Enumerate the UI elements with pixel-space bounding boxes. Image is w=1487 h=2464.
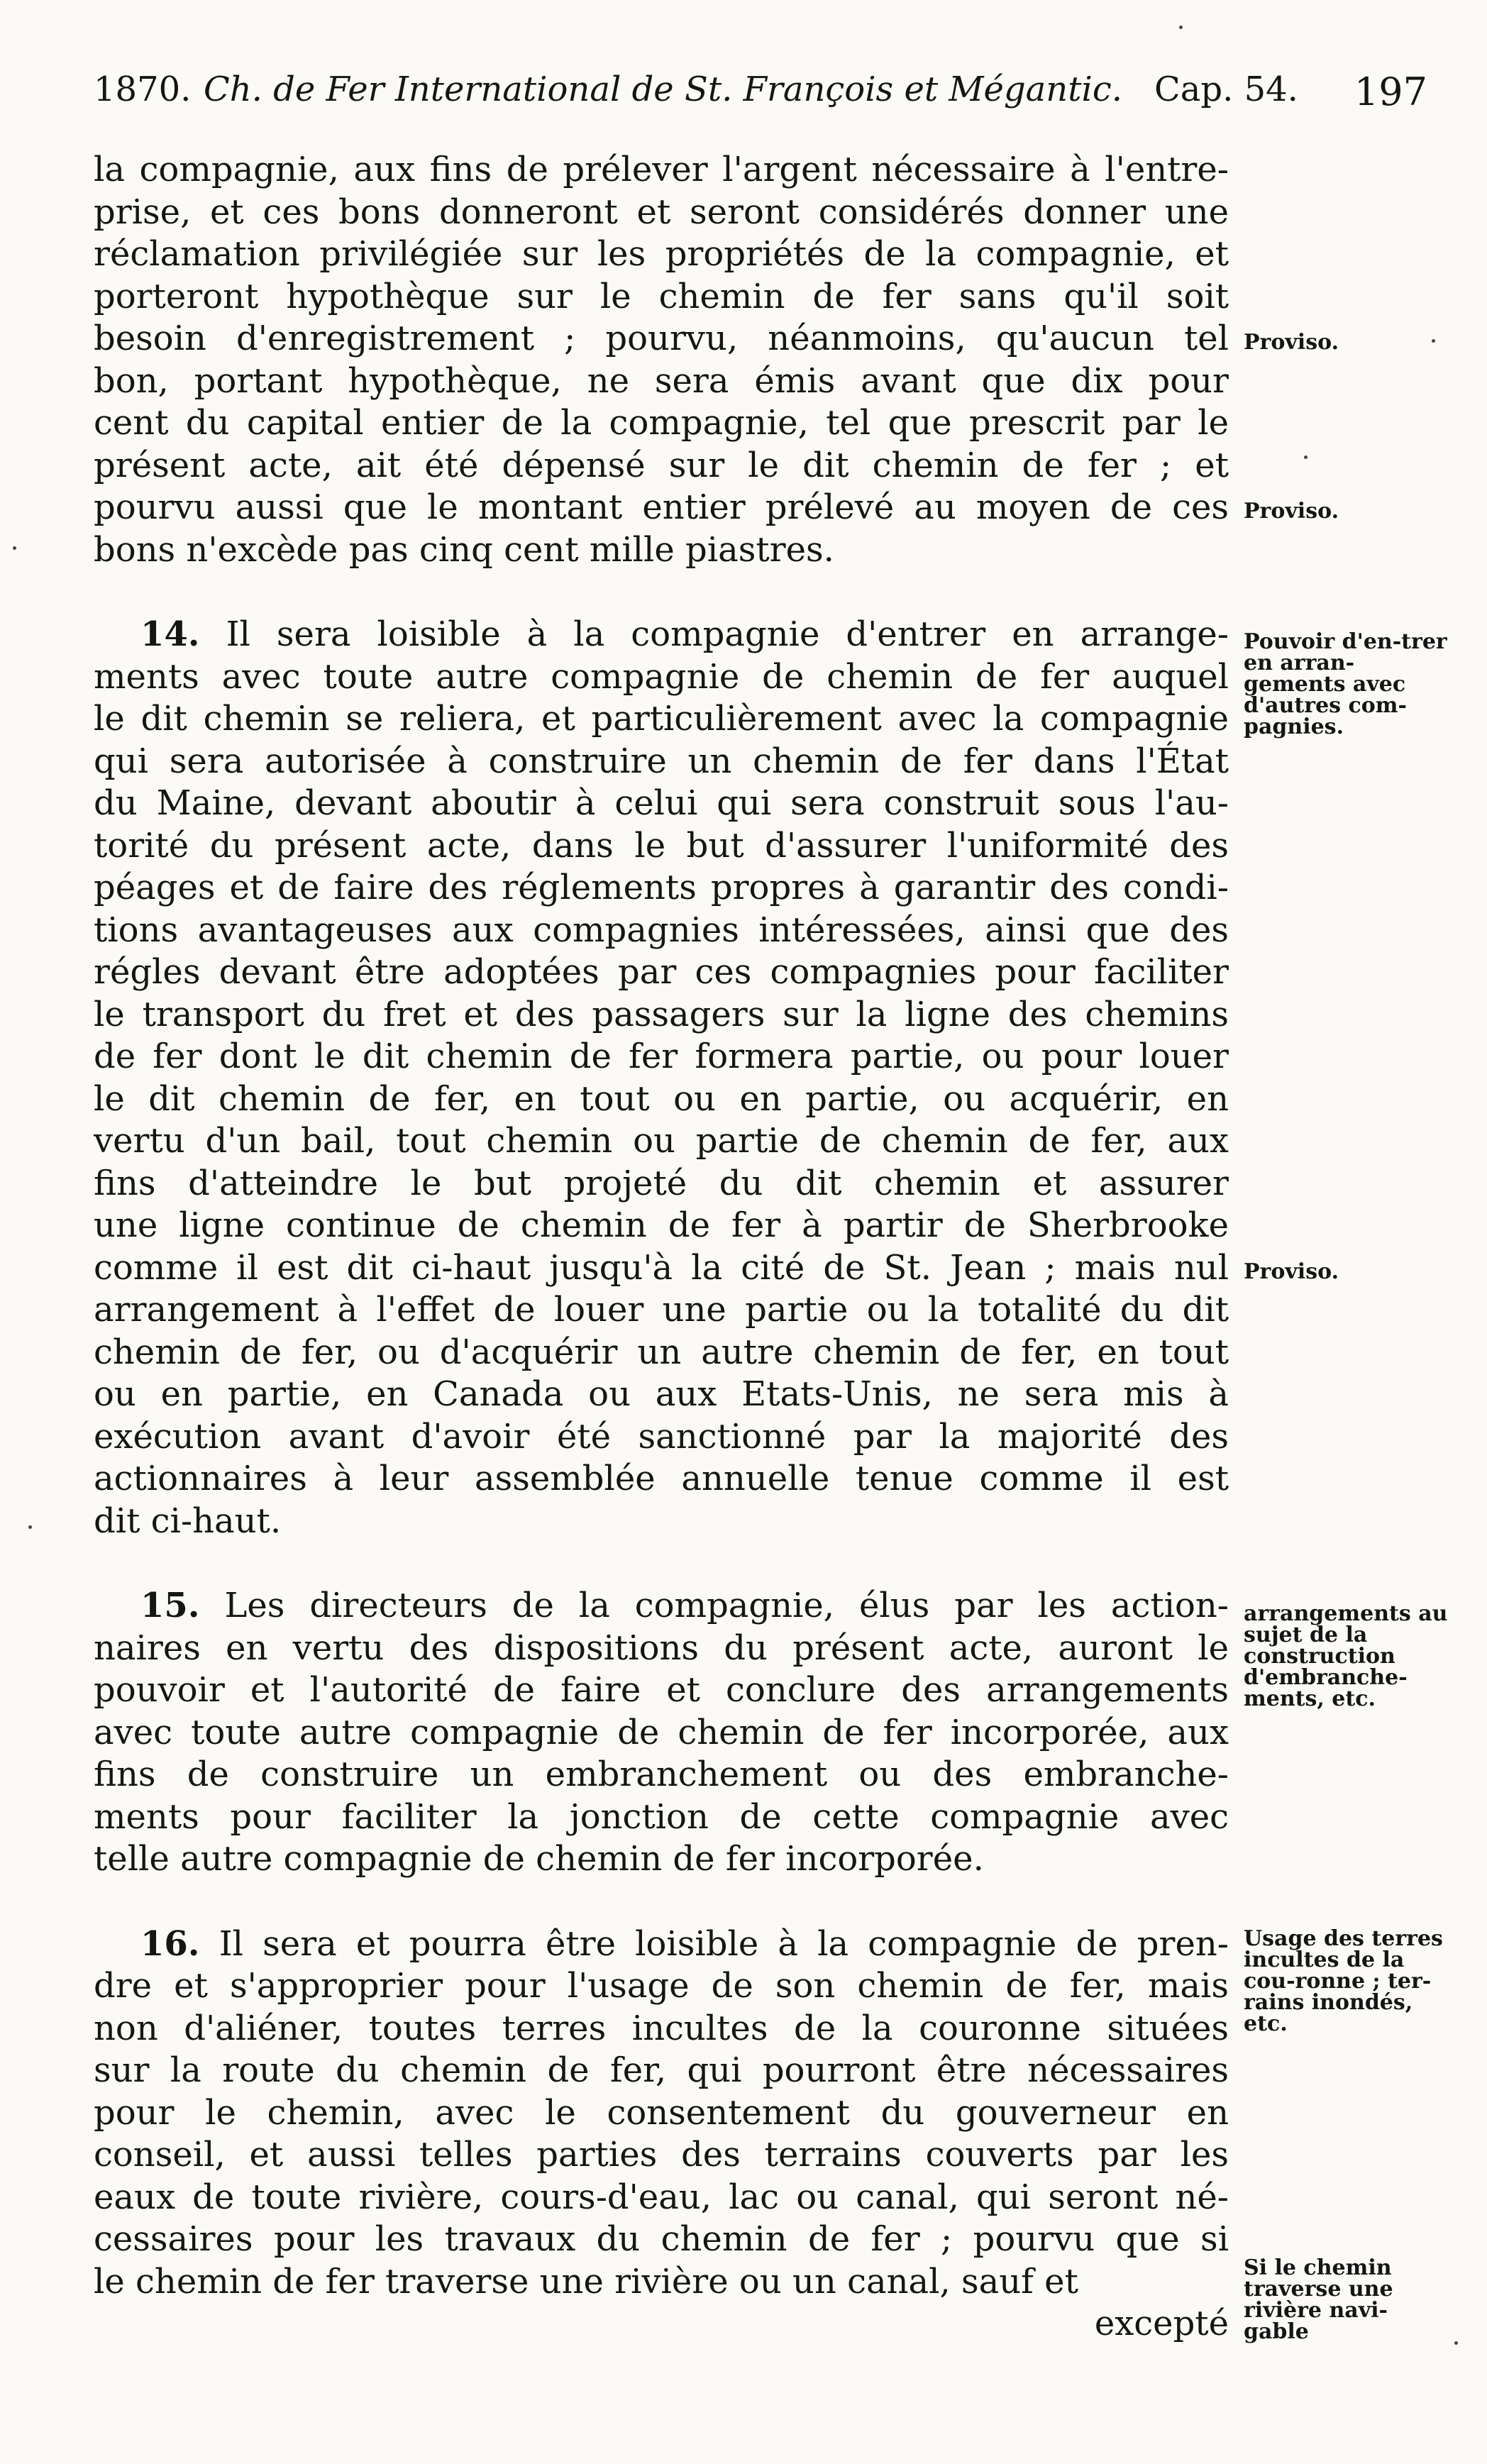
line-text: naires en vertu des dispositions du présent acte, auront le xyxy=(94,1628,1229,1668)
line-text: dit ci-haut. xyxy=(94,1501,282,1541)
line-text: le dit chemin de fer, en tout ou en partie, ou acquérir, en xyxy=(94,1078,1229,1119)
line-text: cessaires pour les travaux du chemin de fer ; pourvu que si xyxy=(94,2219,1229,2259)
line-text: besoin d'enregistrement ; pourvu, néanmoins, qu'aucun tel xyxy=(94,319,1229,358)
section-number: 15. xyxy=(140,1586,200,1625)
text-line xyxy=(94,1247,1229,1290)
margin-note-section-16-river: Si le chemin traverse une rivière navi-gable xyxy=(1244,2255,1393,2344)
text-line xyxy=(94,951,1229,994)
text-line xyxy=(94,867,1229,910)
text-line xyxy=(94,1923,1229,1966)
text-line xyxy=(94,276,1229,319)
header-year: 1870. xyxy=(94,70,192,109)
section-continuation xyxy=(94,149,1229,571)
line-text: prise, et ces bons donneront et seront considérés donner une xyxy=(94,192,1229,232)
text-line xyxy=(94,149,1229,192)
text-line xyxy=(94,1163,1229,1205)
text-line xyxy=(94,2092,1229,2135)
line-text: une ligne continue de chemin de fer à partir de Sherbrooke xyxy=(94,1205,1229,1245)
text-line xyxy=(94,783,1229,825)
text-line xyxy=(94,1754,1229,1796)
margin-note-section-14: Pouvoir d'en-trer en arran-gements avec d'autres com-pagnies. xyxy=(1244,629,1447,739)
print-speck xyxy=(1454,2341,1458,2345)
line-text: le chemin de fer traverse une rivière ou un canal, sauf et xyxy=(94,2261,1078,2302)
section-gap xyxy=(94,571,1229,614)
header-chapter: Cap. 54. xyxy=(1154,70,1298,109)
line-text: bon, portant hypothèque, ne sera émis avant que dix pour xyxy=(94,360,1229,401)
line-text: telle autre compagnie de chemin de fer incorporée. xyxy=(94,1839,984,1879)
line-text: ou en partie, en Canada ou aux Etats-Unis, ne sera mis à xyxy=(94,1374,1229,1414)
section-14 xyxy=(94,614,1229,1542)
text-line xyxy=(94,1078,1229,1121)
text-line xyxy=(94,2177,1229,2219)
line-text: fins de construire un embranchement ou des embranche- xyxy=(94,1755,1229,1794)
text-line xyxy=(94,1585,1229,1628)
text-line xyxy=(94,698,1229,741)
line-text: sur la route du chemin de fer, qui pourront être nécessaires xyxy=(94,2050,1229,2090)
page-number: 197 xyxy=(1354,70,1427,114)
line-text: non d'aliéner, toutes terres incultes de la couronne situées xyxy=(94,2008,1229,2048)
text-line xyxy=(94,1374,1229,1416)
text-line xyxy=(94,1712,1229,1755)
text-line xyxy=(94,487,1229,529)
line-text: arrangement à l'effet de louer une partie ou la totalité du dit xyxy=(94,1290,1229,1330)
text-line xyxy=(94,1332,1229,1374)
line-text: régles devant être adoptées par ces compagnies pour faciliter xyxy=(94,952,1229,992)
line-text: cent du capital entier de la compagnie, tel que prescrit par le xyxy=(94,403,1229,443)
header-title: Ch. de Fer International de St. François et Mégantic. xyxy=(204,70,1122,109)
running-header xyxy=(94,70,1427,126)
text-line xyxy=(94,614,1229,656)
text-line xyxy=(94,741,1229,783)
line-text: péages et de faire des réglements propres à garantir des condi- xyxy=(94,868,1229,907)
text-line xyxy=(94,1205,1229,1247)
print-speck xyxy=(13,546,16,550)
text-line xyxy=(94,1628,1229,1670)
text-line xyxy=(94,402,1229,445)
print-speck xyxy=(1179,26,1183,29)
margin-note-proviso: Proviso. xyxy=(1244,330,1339,355)
line-text: tions avantageuses aux compagnies intéressées, ainsi que des xyxy=(94,910,1229,950)
text-line xyxy=(94,1458,1229,1501)
section-15 xyxy=(94,1585,1229,1881)
line-text: exécution avant d'avoir été sanctionné par la majorité des xyxy=(94,1416,1229,1457)
line-text: de fer dont le dit chemin de fer formera partie, ou pour louer xyxy=(94,1037,1229,1076)
catchword: excepté xyxy=(1094,2304,1229,2343)
line-text: présent acte, ait été dépensé sur le dit chemin de fer ; et xyxy=(94,445,1229,485)
text-line xyxy=(94,825,1229,868)
section-number: 14. xyxy=(140,614,200,654)
print-speck xyxy=(1304,455,1308,459)
text-line xyxy=(94,1838,1229,1881)
line-text: comme il est dit ci-haut jusqu'à la cité de St. Jean ; mais nul xyxy=(94,1247,1229,1288)
line-text: ments avec toute autre compagnie de chemin de fer auquel xyxy=(94,656,1229,697)
line-text: réclamation privilégiée sur les propriétés de la compagnie, et xyxy=(94,234,1229,274)
text-line xyxy=(94,2050,1229,2092)
text-line xyxy=(94,1289,1229,1332)
margin-note-proviso: Proviso. xyxy=(1244,499,1339,524)
text-line xyxy=(94,2008,1229,2050)
line-text: porteront hypothèque sur le chemin de fer sans qu'il soit xyxy=(94,276,1229,316)
text-line xyxy=(94,2261,1229,2304)
line-text: vertu d'un bail, tout chemin ou partie de chemin de fer, aux xyxy=(94,1121,1229,1161)
text-line xyxy=(94,994,1229,1037)
line-text: ments pour faciliter la jonction de cette compagnie avec xyxy=(94,1796,1229,1837)
text-line xyxy=(94,233,1229,276)
line-text: eaux de toute rivière, cours-d'eau, lac ou canal, qui seront né- xyxy=(94,2177,1229,2217)
section-gap xyxy=(94,1881,1229,1923)
line-text: bons n'excède pas cinq cent mille piastres. xyxy=(94,529,834,570)
text-line xyxy=(94,656,1229,699)
text-line xyxy=(94,529,1229,572)
text-line xyxy=(94,2219,1229,2261)
line-text: conseil, et aussi telles parties des terrains couverts par les xyxy=(94,2135,1229,2175)
line-text: le dit chemin se reliera, et particulièrement avec la compagnie xyxy=(94,699,1229,739)
line-text: chemin de fer, ou d'acquérir un autre chemin de fer, en tout xyxy=(94,1332,1229,1372)
line-text: du Maine, devant aboutir à celui qui sera construit sous l'au- xyxy=(94,783,1229,823)
line-text: fins d'atteindre le but projeté du dit chemin et assurer xyxy=(94,1163,1229,1203)
print-speck xyxy=(28,1525,32,1529)
line-text: Il sera loisible à la compagnie d'entrer en arrange- xyxy=(226,614,1229,654)
line-text: pour le chemin, avec le consentement du gouverneur en xyxy=(94,2092,1229,2133)
section-16 xyxy=(94,1923,1229,2304)
line-text: torité du présent acte, dans le but d'assurer l'uniformité des xyxy=(94,825,1229,866)
body-text xyxy=(94,149,1229,2346)
print-speck xyxy=(1432,339,1435,343)
text-line xyxy=(94,910,1229,952)
text-line xyxy=(94,1416,1229,1459)
text-line xyxy=(94,360,1229,403)
line-text: le transport du fret et des passagers sur la ligne des chemins xyxy=(94,994,1229,1034)
text-line xyxy=(94,1796,1229,1839)
text-line xyxy=(94,1501,1229,1543)
text-line xyxy=(94,318,1229,360)
line-text: qui sera autorisée à construire un chemin de fer dans l'État xyxy=(94,741,1229,781)
text-line xyxy=(94,1120,1229,1163)
line-text: avec toute autre compagnie de chemin de fer incorporée, aux xyxy=(94,1712,1229,1752)
text-line xyxy=(94,192,1229,234)
margin-note-proviso: Proviso. xyxy=(1244,1259,1339,1284)
line-text: dre et s'approprier pour l'usage de son chemin de fer, mais xyxy=(94,1966,1229,2006)
section-number: 16. xyxy=(140,1923,200,1964)
line-text: Il sera et pourra être loisible à la compagnie de pren- xyxy=(219,1923,1229,1964)
text-line xyxy=(94,1965,1229,2008)
line-text: actionnaires à leur assemblée annuelle tenue comme il est xyxy=(94,1459,1229,1498)
margin-note-section-15: arrangements au sujet de la construction d'embranche-ments, etc. xyxy=(1244,1601,1448,1711)
text-line xyxy=(94,1036,1229,1078)
section-gap xyxy=(94,1542,1229,1585)
text-line xyxy=(94,445,1229,487)
line-text: pouvoir et l'autorité de faire et conclure des arrangements xyxy=(94,1670,1229,1710)
text-line xyxy=(94,2134,1229,2177)
line-text: pourvu aussi que le montant entier prélevé au moyen de ces xyxy=(94,487,1229,527)
margin-note-section-16: Usage des terres incultes de la cou-ronne ; ter-rains inondés, etc. xyxy=(1244,1926,1443,2036)
line-text: la compagnie, aux fins de prélever l'argent nécessaire à l'entre- xyxy=(94,150,1229,189)
text-line xyxy=(94,1669,1229,1712)
line-text: Les directeurs de la compagnie, élus par les action- xyxy=(224,1586,1229,1625)
